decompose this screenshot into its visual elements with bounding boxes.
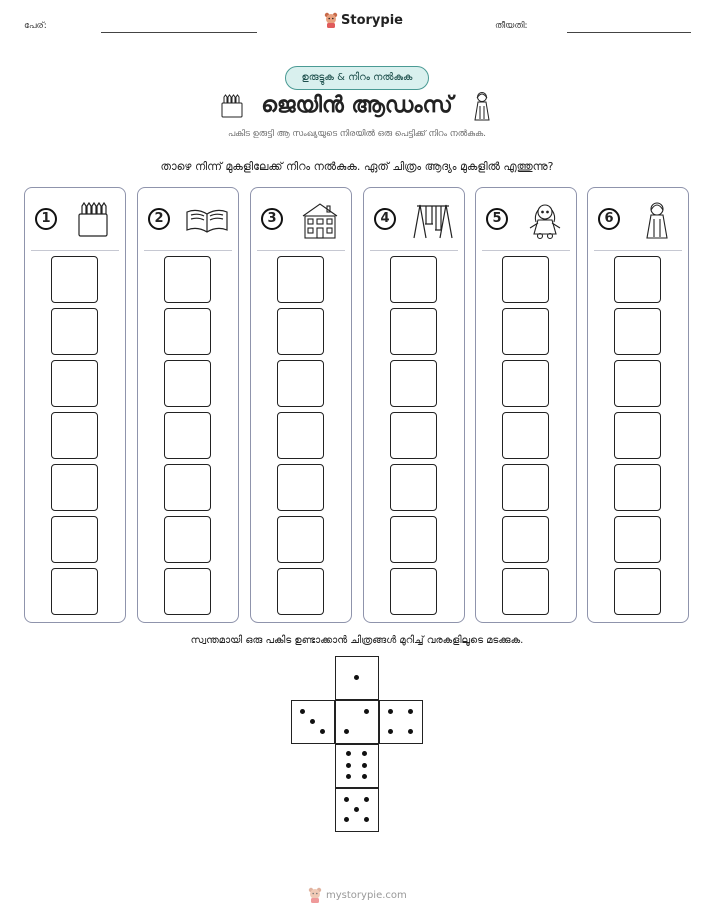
- color-box[interactable]: [502, 464, 549, 511]
- column-5: [475, 187, 577, 623]
- color-box[interactable]: [502, 256, 549, 303]
- swing-set-icon: [410, 200, 456, 240]
- bear-logo-icon: [324, 12, 338, 28]
- column-number: 5: [486, 208, 508, 230]
- crayons-icon: [71, 200, 117, 240]
- column-divider: [31, 250, 119, 251]
- dice-instructions: സ്വന്തമായി ഒരു പകിട ഉണ്ടാക്കാൻ ചിത്രങ്ങൾ മുറിച്ച് വരകളിലൂടെ മടക്കുക.: [190, 635, 524, 646]
- column-number: 3: [261, 208, 283, 230]
- column-divider: [482, 250, 570, 251]
- wooden-doll-icon: [472, 90, 492, 122]
- color-box[interactable]: [277, 568, 324, 615]
- color-box[interactable]: [502, 412, 549, 459]
- column-number: 4: [374, 208, 396, 230]
- column-6: [587, 187, 689, 623]
- color-box[interactable]: [614, 412, 661, 459]
- color-box[interactable]: [614, 256, 661, 303]
- color-box[interactable]: [390, 360, 437, 407]
- column-divider: [257, 250, 345, 251]
- column-3: [250, 187, 352, 623]
- color-box[interactable]: [277, 360, 324, 407]
- house-icon: [297, 200, 343, 240]
- wooden-doll-icon: [634, 200, 680, 240]
- bear-logo-icon: [308, 887, 322, 903]
- color-box[interactable]: [614, 308, 661, 355]
- color-box[interactable]: [502, 308, 549, 355]
- column-divider: [370, 250, 458, 251]
- color-box[interactable]: [390, 464, 437, 511]
- open-book-icon: [184, 200, 230, 240]
- rag-doll-icon: [522, 200, 568, 240]
- color-box[interactable]: [277, 412, 324, 459]
- color-box[interactable]: [614, 568, 661, 615]
- column-header: [476, 188, 576, 250]
- column-number: 1: [35, 208, 57, 230]
- color-box[interactable]: [390, 256, 437, 303]
- color-box[interactable]: [164, 308, 211, 355]
- die-face-6[interactable]: [335, 744, 379, 788]
- color-box[interactable]: [164, 412, 211, 459]
- die-face-5[interactable]: [335, 788, 379, 832]
- color-box[interactable]: [390, 516, 437, 563]
- color-box[interactable]: [51, 464, 98, 511]
- dice-net: [290, 656, 426, 836]
- column-divider: [594, 250, 682, 251]
- color-box[interactable]: [390, 308, 437, 355]
- color-box[interactable]: [614, 360, 661, 407]
- color-box[interactable]: [277, 308, 324, 355]
- color-box[interactable]: [51, 516, 98, 563]
- column-header: [588, 188, 688, 250]
- activity-tag: ഉരുട്ടുക & നിറം നൽകുക: [285, 66, 429, 90]
- color-box[interactable]: [502, 568, 549, 615]
- color-box[interactable]: [390, 412, 437, 459]
- color-box[interactable]: [164, 568, 211, 615]
- column-header: [251, 188, 351, 250]
- die-face-1[interactable]: [335, 656, 379, 700]
- name-label: പേര്:: [24, 21, 47, 31]
- column-header: [25, 188, 125, 250]
- column-number: 6: [598, 208, 620, 230]
- color-box[interactable]: [277, 464, 324, 511]
- brand-logo: [324, 12, 403, 28]
- color-box[interactable]: [277, 256, 324, 303]
- color-box[interactable]: [51, 256, 98, 303]
- die-face-4[interactable]: [379, 700, 423, 744]
- color-box[interactable]: [502, 516, 549, 563]
- column-header: [138, 188, 238, 250]
- footer-url[interactable]: mystorypie.com: [326, 889, 407, 901]
- column-divider: [144, 250, 232, 251]
- subtitle: പകിട ഉരുട്ടി ആ സംഖ്യയുടെ നിരയിൽ ഒരു പെട്ടിക്ക് നിറം നൽകുക.: [228, 129, 486, 139]
- color-box[interactable]: [164, 464, 211, 511]
- color-box[interactable]: [51, 360, 98, 407]
- color-box[interactable]: [614, 464, 661, 511]
- column-header: [364, 188, 464, 250]
- footer: [308, 887, 407, 903]
- color-box[interactable]: [51, 308, 98, 355]
- column-1: [24, 187, 126, 623]
- color-box[interactable]: [502, 360, 549, 407]
- color-box[interactable]: [277, 516, 324, 563]
- color-box[interactable]: [614, 516, 661, 563]
- brand-name: Storypie: [341, 12, 403, 28]
- die-face-3[interactable]: [291, 700, 335, 744]
- color-box[interactable]: [51, 412, 98, 459]
- color-box[interactable]: [390, 568, 437, 615]
- column-2: [137, 187, 239, 623]
- page-title: ജെയിൻ ആഡംസ്: [261, 93, 453, 118]
- die-face-2[interactable]: [335, 700, 379, 744]
- date-line[interactable]: [567, 32, 691, 33]
- color-box[interactable]: [164, 360, 211, 407]
- name-line[interactable]: [101, 32, 257, 33]
- color-box[interactable]: [164, 516, 211, 563]
- color-box[interactable]: [164, 256, 211, 303]
- question-text: താഴെ നിന്ന് മുകളിലേക്ക് നിറം നൽകുക. ഏത് ചിത്രം ആദ്യം മുകളിൽ എത്തുന്നു?: [160, 160, 554, 173]
- date-label: തീയതി:: [495, 21, 528, 31]
- color-box[interactable]: [51, 568, 98, 615]
- column-number: 2: [148, 208, 170, 230]
- column-4: [363, 187, 465, 623]
